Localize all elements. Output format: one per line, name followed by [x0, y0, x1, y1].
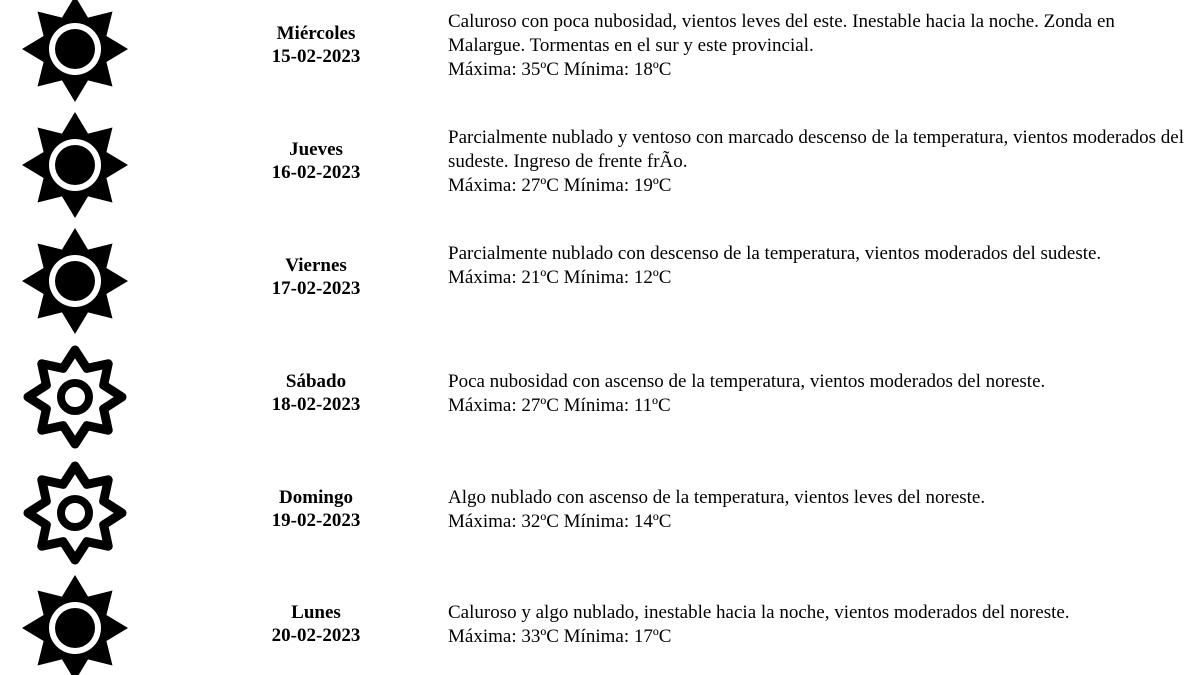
forecast-description	[448, 242, 1188, 290]
description-text: Caluroso y algo nublado, inestable hacia la noche, vientos moderados del noreste.	[448, 602, 1070, 623]
forecast-description	[448, 601, 1188, 649]
forecast-day	[236, 254, 396, 300]
temperature-range: Máxima: 32ºC Mínima: 14ºC	[448, 511, 672, 532]
temperature-range: Máxima: 33ºC Mínima: 17ºC	[448, 626, 672, 647]
temperature-range: Máxima: 27ºC Mínima: 11ºC	[448, 395, 671, 416]
forecast-description	[448, 370, 1188, 418]
day-name: Viernes	[285, 255, 347, 276]
forecast-row	[0, 454, 1200, 570]
description-text: Caluroso con poca nubosidad, vientos leves del este. Inestable hacia la noche. Zonda en Malargue. Tormentas en el sur y este provincial.	[448, 11, 1115, 56]
day-name: Lunes	[291, 602, 341, 623]
temperature-range: Máxima: 27ºC Mínima: 19ºC	[448, 175, 672, 196]
forecast-day	[236, 138, 396, 184]
forecast-row	[0, 106, 1200, 222]
day-name: Sábado	[285, 371, 347, 392]
forecast-day	[236, 370, 396, 416]
temperature-range: Máxima: 35ºC Mínima: 18ºC	[448, 59, 672, 80]
day-name: Jueves	[289, 139, 343, 160]
temperature-range: Máxima: 21ºC Mínima: 12ºC	[448, 267, 672, 288]
description-text: Parcialmente nublado y ventoso con marcado descenso de la temperatura, vientos moderados del sudeste. Ingreso de frente frÃo.	[448, 127, 1184, 172]
day-date: 20-02-2023	[271, 625, 361, 646]
day-date: 15-02-2023	[271, 46, 361, 67]
forecast-row	[0, 0, 1200, 106]
forecast-row	[0, 338, 1200, 454]
day-date: 19-02-2023	[271, 510, 361, 531]
description-text: Parcialmente nublado con descenso de la temperatura, vientos moderados del sudeste.	[448, 243, 1102, 264]
forecast-description	[448, 10, 1188, 82]
forecast-description	[448, 486, 1188, 534]
day-date: 17-02-2023	[271, 278, 361, 299]
forecast-day	[236, 486, 396, 532]
sun-filled-icon	[20, 0, 130, 104]
sun-outline-icon	[20, 342, 130, 452]
forecast-row	[0, 569, 1200, 675]
description-text: Algo nublado con ascenso de la temperatura, vientos leves del noreste.	[448, 487, 986, 508]
description-text: Poca nubosidad con ascenso de la temperatura, vientos moderados del noreste.	[448, 371, 1046, 392]
sun-filled-icon	[20, 110, 130, 220]
forecast-day	[236, 601, 396, 647]
sun-filled-icon	[20, 573, 130, 675]
forecast-description	[448, 126, 1188, 198]
day-name: Miércoles	[276, 23, 356, 44]
sun-filled-icon	[20, 226, 130, 336]
day-date: 16-02-2023	[271, 162, 361, 183]
forecast-day	[236, 22, 396, 68]
sun-outline-icon	[20, 458, 130, 568]
day-date: 18-02-2023	[271, 394, 361, 415]
day-name: Domingo	[279, 487, 353, 508]
forecast-row	[0, 222, 1200, 338]
